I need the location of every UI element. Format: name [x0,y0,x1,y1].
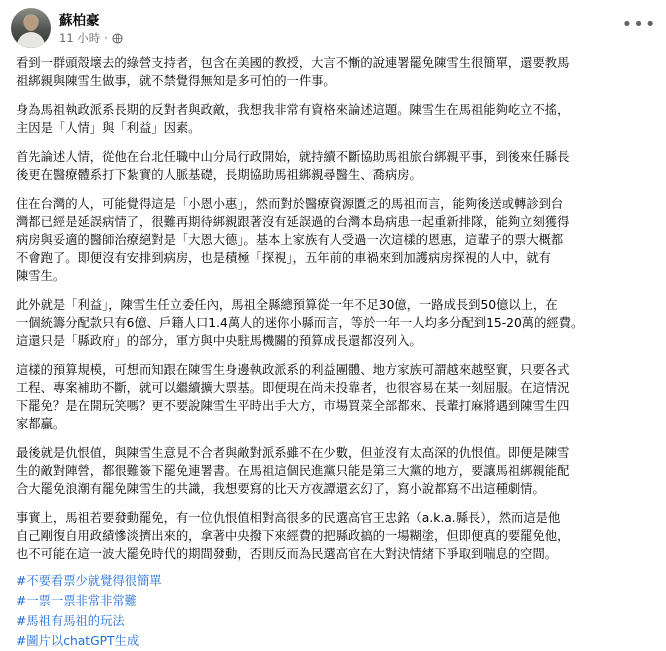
avatar[interactable] [11,8,51,48]
post-paragraph: 身為馬祖執政派系長期的反對者與政敵，我想我非常有資格來論述這題。陳雪生在馬祖能夠屹立不搖， 主因是「人情」與「利益」因素。 [16,103,570,135]
post-paragraph: 此外就是「利益」，陳雪生任立委任內，馬祖全縣總預算從一年不足30億，一路成長到50億以上，在 一個統籌分配款只有6億、戶籍人口1.4萬人的迷你小縣而言，等於一年一人均多分配到15-20萬的經費。 這還只是「縣政府」的部分，軍方與中央駐馬機關的預算成長還都沒列入。 [16,298,584,348]
hashtag-link[interactable]: #圖片以chatGPT生成 [16,634,140,648]
hashtag-link[interactable]: #馬祖有馬祖的玩法 [16,614,125,628]
meta-separator: · [104,31,108,45]
avatar-shoulder [17,32,45,48]
post-paragraph: 首先論述人情，從他在台北任職中山分局行政開始，就持續不斷協助馬祖旅台綁親平事，到後來任縣長 後更在醫療體系打下紮實的人脈基礎，長期協助馬祖綁親尋醫生、喬病房。 [16,150,570,182]
post-paragraph: 事實上，馬祖若要發動罷免，有一位仇恨值相對高很多的民選高官王忠銘（a.k.a.縣長），然而這是他 自己剛復自用政績慘淡擠出來的，拿著中央撥下來經費的把縣政搞的一場糊塗，但即便真的要罷免他， 也不可能在這一波大罷免時代的期間發動，否則反而為民選高官在大對決情緒下爭取到喘息的空間。 [16,511,570,561]
post-paragraph: 這樣的預算規模，可想而知跟在陳雪生身邊執政派系的利益團體、地方家族可謂越來越堅實，只要各式 工程、專案補助不斷，就可以繼續擴大票基。即便現在尚未投靠者，也很容易在某一刻屈服。在這情況 下罷免？是在開玩笑嗎？更不要說陳雪生平時出手大方，市場買菜全部都來、長輩打麻將遇到陳雪生四 家都贏。 [16,363,570,431]
post-paragraph: 住在台灣的人，可能覺得這是「小恩小惠」，然而對於醫療資源匱乏的馬祖而言，能夠後送或轉診到台 灣都已經是延誤病情了，很難再期待綁親跟著沒有延誤過的台灣本島病患一起重新排隊，能夠立刻獲得 病房與妥適的醫師治療絕對是「大恩大德」。基本上家族有人受過一次這樣的恩惠，這輩子的票大概都 不會跑了。即便沒有安排到病房，也是積極「探視」，五年前的車禍來到加護病房探視的人中，就有 陳雪生。 [16,197,570,283]
more-options-button[interactable] [621,13,657,35]
post-meta [59,30,123,46]
hashtag-link[interactable]: #不要看票少就覺得很簡單 [16,574,162,588]
hashtag-link[interactable]: #一票一票非常非常難 [16,594,137,608]
avatar-head [24,15,38,31]
post-paragraph: 看到一群頭殼壞去的綠營支持者，包含在美國的教授，大言不慚的說連署罷免陳雪生很簡單，還要教馬 祖綁親與陳雪生做事，就不禁覺得無知是多可怕的一件事。 [16,56,570,88]
more-horizontal-icon: ••• [621,13,657,35]
post-body [16,54,652,651]
post-paragraph: 最後就是仇恨值，與陳雪生意見不合者與敵對派系雖不在少數，但並沒有太高深的仇恨值。即便是陳雪 生的敵對陣營，都很難簽下罷免連署書。在馬祖這個民進黨只能是第三大黨的地方，要讓馬祖綁親能配 合大罷免浪潮有罷免陳雪生的共識，我想要寫的比天方夜譚還玄幻了，寫小說都寫不出這種劇情。 [16,446,570,496]
author-name[interactable]: 蘇柏豪 [59,13,100,29]
globe-icon[interactable] [112,33,123,44]
post-header [0,0,666,50]
hashtag-list [16,571,652,651]
post-time[interactable]: 11 小時 [59,31,101,45]
